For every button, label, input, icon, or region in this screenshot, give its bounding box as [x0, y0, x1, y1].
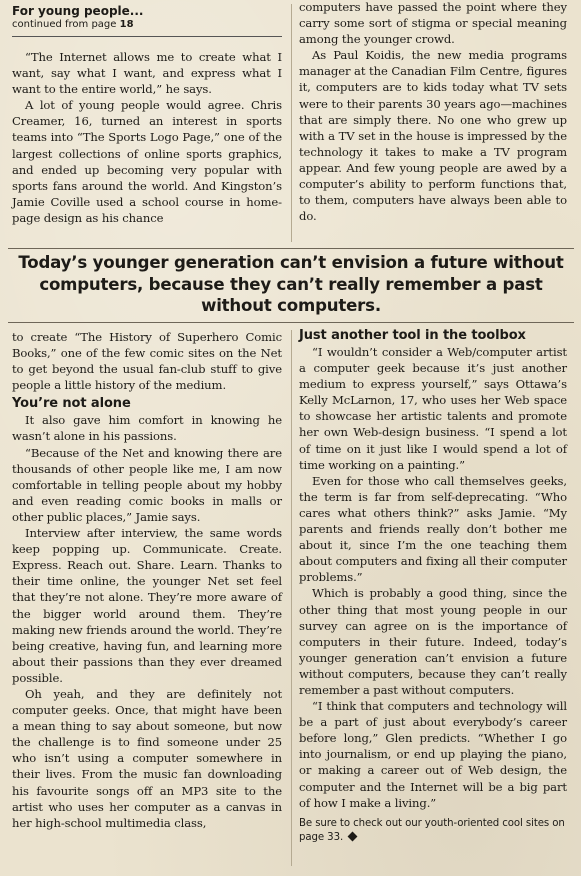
paragraph: “The Internet allows me to create what I want, say what I want, and express what I want to the entire world,” he says.: [12, 50, 282, 97]
paragraph: Even for those who call themselves geeks, the term is far from self-deprecating. “Who cares what others think?” asks Jamie. “My parents and friends really don’t bother me about it, since I’m the one teaching them about computers and fixing all their computer problems.”: [299, 473, 567, 585]
paragraph: “I think that computers and technology will be a part of just about everybody’s career before long,” Glen predicts. “Whether I go into journalism, or end up playing the piano, or making a career out of Web design, the computer and the Internet will be a big part of how I make a living.”: [299, 699, 567, 810]
paragraph: As Paul Koidis, the new media programs manager at the Canadian Film Centre, figures it, computers are to kids today what TV sets were to their parents 30 years ago—machines that are simply there. No one who grew up with a TV set in the house is impressed by the technology it takes to make a TV program appear. And few young people are awed by a computer’s ability to perform functions that, to them, computers have always been able to do.: [299, 48, 567, 224]
paragraph: Interview after interview, the same words keep popping up. Communicate. Create. Express. Reach out. Share. Learn. Thanks to their time online, the younger Net set feel that they’re not alone. They’re more aware of the bigger world around them. They’re making new friends around the world. They’re being creative, having fun, and learning more about their passions than they ever dreamed possible.: [12, 526, 282, 685]
paragraph: to create “The History of Superhero Comic Books,” one of the few comic sites on the Net to get beyond the usual fan-club stuff to give people a little history of the medium.: [12, 330, 282, 393]
section-kicker: [12, 4, 282, 32]
paragraph: computers have passed the point where they carry some sort of stigma or special meaning among the younger crowd.: [299, 0, 567, 47]
top-left-column: [12, 49, 282, 226]
paragraph: It also gave him comfort in knowing he wasn’t alone in his passions.: [12, 413, 282, 444]
paragraph: Which is probably a good thing, since the other thing that most young people in our survey can agree on is the importance of computers in their future. Indeed, today’s younger generation can’t envision a future without computers, because they can’t really remember a past without computers.: [299, 586, 567, 697]
kicker-title: For young people...: [12, 4, 144, 18]
column-divider: [291, 330, 292, 866]
bottom-right-column: [299, 325, 567, 845]
column-divider: [291, 4, 292, 242]
pull-quote-rule-bottom: [8, 322, 574, 323]
paragraph: “I wouldn’t consider a Web/computer artist a computer geek because it’s just another medium to express yourself,” says Ottawa’s Kelly McLarnon, 17, who uses her Web space to showcase her artistic talents and promote her own Web-design business. “I spend a lot of time on it just like I would spend a lot of time working on a painting.”: [299, 345, 567, 472]
paragraph: A lot of young people would agree. Chris Creamer, 16, turned an interest in sports teams into “The Sports Logo Page,” one of the largest collections of online sports graphics, and ended up becoming very popular with sports fans around the world. And Kingston’s Jamie Coville used a school course in home-page design as his chance: [12, 98, 282, 225]
subheading-just-another-tool: Just another tool in the toolbox: [299, 328, 526, 343]
paragraph: Oh yeah, and they are definitely not computer geeks. Once, that might have been a mean thing to say about someone, but now the challenge is to find someone under 25 who isn’t using a computer somewhere in their lives. From the music fan downloading his favourite songs off an MP3 site to the artist who uses her computer as a canvas in her high-school multimedia class,: [12, 686, 282, 830]
pull-quote-rule-top: [8, 248, 574, 249]
promo-note: [299, 817, 567, 845]
pull-quote: Today’s younger generation can’t envision a future without computers, because they can’t really remember a past without computers.: [18, 253, 564, 315]
end-mark-diamond-icon: [348, 832, 358, 842]
promo-text: Be sure to check out our youth-oriented cool sites on page 33.: [299, 817, 565, 843]
kicker-rule: [12, 36, 282, 37]
top-right-column: [299, 0, 567, 224]
paragraph: “Because of the Net and knowing there are thousands of other people like me, I am now comfortable in telling people about my hobby and even reading comic books in malls or other public places,” Jamie says.: [12, 445, 282, 524]
bottom-left-column: [12, 329, 282, 831]
continued-page-number: 18: [119, 19, 134, 30]
subheading-youre-not-alone: You’re not alone: [12, 396, 131, 412]
continued-line: continued from page 18: [12, 19, 134, 30]
